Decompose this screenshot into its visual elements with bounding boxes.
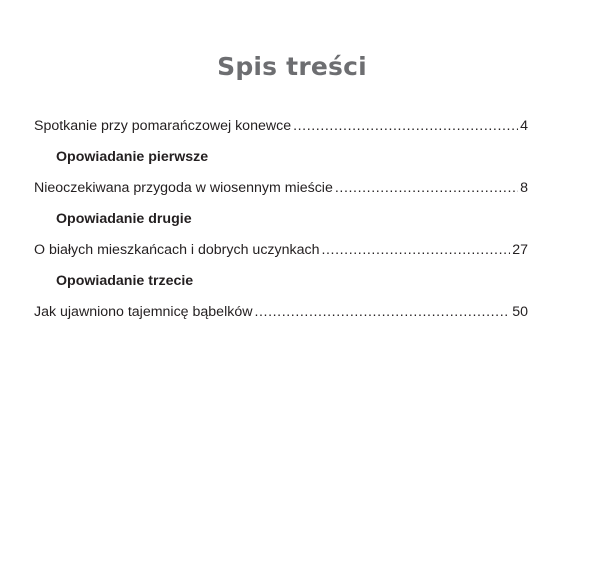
toc-entry-page-number: 50 (512, 304, 528, 320)
dot-leader (293, 116, 518, 137)
dot-leader (335, 178, 518, 199)
page-title: Spis treści (217, 52, 367, 81)
toc-entry-title: O białych mieszkańcach i dobrych uczynkach (34, 242, 320, 258)
toc-entry-page-number: 8 (520, 180, 528, 196)
toc-section-heading: Opowiadanie trzecie (56, 273, 194, 289)
toc-entry-title: Nieoczekiwana przygoda w wiosennym mieście (34, 180, 333, 196)
toc-section-heading: Opowiadanie drugie (56, 211, 192, 227)
toc-entry-title: Jak ujawniono tajemnicę bąbelków (34, 304, 253, 320)
toc-section-heading: Opowiadanie pierwsze (56, 149, 209, 165)
toc-entry-title: Spotkanie przy pomarańczowej konewce (34, 118, 292, 134)
toc-entry[interactable] (34, 302, 528, 323)
toc-entry-page-number: 4 (520, 118, 528, 134)
toc-entry[interactable] (34, 116, 528, 137)
dot-leader (254, 302, 510, 323)
toc-entry[interactable] (34, 178, 528, 199)
dot-leader (321, 240, 510, 261)
table-of-contents (34, 116, 528, 323)
toc-entry-page-number: 27 (512, 242, 528, 258)
toc-entry[interactable] (34, 240, 528, 261)
